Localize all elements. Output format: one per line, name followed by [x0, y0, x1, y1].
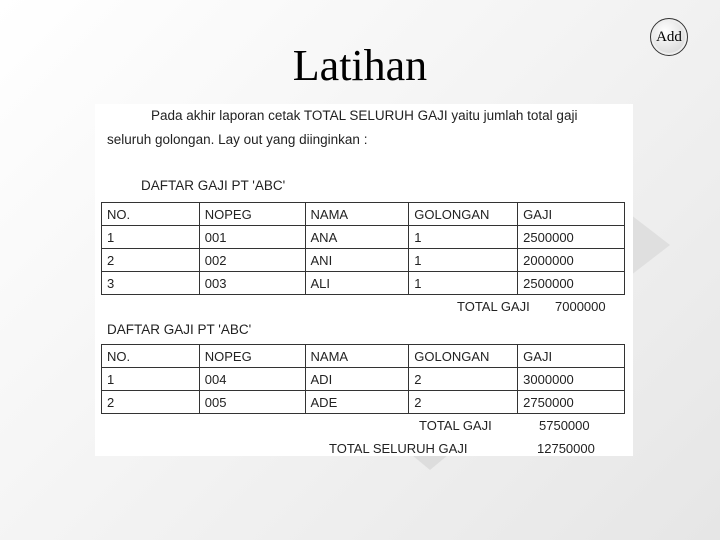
- grand-total-label: TOTAL SELURUH GAJI: [329, 441, 468, 456]
- header-golongan: GOLONGAN: [409, 345, 518, 368]
- cell-no: 2: [102, 249, 200, 272]
- cell-nopeg: 002: [199, 249, 305, 272]
- cell-golongan: 2: [409, 368, 518, 391]
- header-gaji: GAJI: [518, 203, 625, 226]
- cell-gaji: 2500000: [518, 272, 625, 295]
- instruction-line-2: seluruh golongan. Lay out yang diinginkan :: [107, 132, 368, 147]
- table-row: [102, 368, 625, 391]
- table-row: [102, 226, 625, 249]
- header-nopeg: NOPEG: [199, 345, 305, 368]
- grand-total-value: 12750000: [537, 441, 595, 456]
- cell-nama: ADE: [305, 391, 409, 414]
- cell-nopeg: 003: [199, 272, 305, 295]
- cell-nama: ALI: [305, 272, 409, 295]
- header-nama: NAMA: [305, 203, 409, 226]
- slide-title: Latihan: [292, 41, 428, 90]
- table1-total-label: TOTAL GAJI: [457, 299, 530, 314]
- header-golongan: GOLONGAN: [409, 203, 518, 226]
- table-row: [102, 391, 625, 414]
- cell-no: 1: [102, 226, 200, 249]
- cell-nopeg: 001: [199, 226, 305, 249]
- table-header-row: [102, 345, 625, 368]
- table-row: [102, 272, 625, 295]
- add-button[interactable]: Add: [650, 18, 688, 56]
- cell-gaji: 2500000: [518, 226, 625, 249]
- table1-title: DAFTAR GAJI PT 'ABC': [141, 178, 286, 193]
- cell-no: 3: [102, 272, 200, 295]
- cell-golongan: 1: [409, 226, 518, 249]
- cell-gaji: 2000000: [518, 249, 625, 272]
- cell-gaji: 3000000: [518, 368, 625, 391]
- salary-table-1: [101, 202, 625, 295]
- header-nopeg: NOPEG: [199, 203, 305, 226]
- table2-title: DAFTAR GAJI PT 'ABC': [107, 322, 252, 337]
- instruction-line-1: Pada akhir laporan cetak TOTAL SELURUH GAJI yaitu jumlah total gaji: [151, 108, 578, 123]
- header-no: NO.: [102, 203, 200, 226]
- cell-nama: ANA: [305, 226, 409, 249]
- header-nama: NAMA: [305, 345, 409, 368]
- cell-golongan: 1: [409, 272, 518, 295]
- document-image: [95, 104, 633, 456]
- header-no: NO.: [102, 345, 200, 368]
- cell-nopeg: 004: [199, 368, 305, 391]
- cell-nopeg: 005: [199, 391, 305, 414]
- cell-golongan: 1: [409, 249, 518, 272]
- table-row: [102, 249, 625, 272]
- cell-no: 2: [102, 391, 200, 414]
- salary-table-2: [101, 344, 625, 414]
- cell-golongan: 2: [409, 391, 518, 414]
- cell-no: 1: [102, 368, 200, 391]
- table-header-row: [102, 203, 625, 226]
- cell-gaji: 2750000: [518, 391, 625, 414]
- table2-total-value: 5750000: [539, 418, 590, 433]
- cell-nama: ADI: [305, 368, 409, 391]
- table1-total-value: 7000000: [555, 299, 606, 314]
- header-gaji: GAJI: [518, 345, 625, 368]
- table2-total-label: TOTAL GAJI: [419, 418, 492, 433]
- cell-nama: ANI: [305, 249, 409, 272]
